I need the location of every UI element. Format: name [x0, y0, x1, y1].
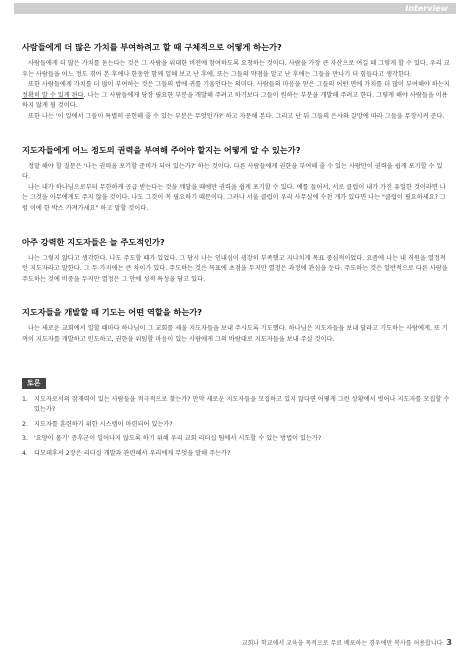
list-item: 4. 디모데후서 2장은 리더십 개발과 관련해서 우리에게 무엇을 말해 주는가? — [22, 449, 231, 457]
page-number: 3 — [446, 638, 452, 647]
question-heading: 아주 강력한 지도자들은 늘 주도적인가? — [22, 236, 165, 247]
answer-paragraph: 또한 사람들에게 가치를 더 많이 부여하는 것은 그들의 밥에 귀를 기울인다는 의미다. 사람들의 마음을 얻은 그들의 어떤 면에 가치를 더 많이 부여해야 하는지 정확히 알 수 있게 된다. 나는 그 사람들에게 당장 필요한 부분을 개발해 주려고 하기보다 그들이 원하는 부분을 개발해 주려고 한다. 그렇게 해야 사람들을 이용하지 않게 될 것이다. — [22, 81, 450, 110]
answer-paragraph: 사람들에게 더 많은 가치를 돋는다는 것은 그 사람을 위대한 비전에 참여하도록 요청하는 것이다. 사람을 가장 큰 자산으로 여길 때 그렇게 할 수 있다. 우리 교우는 사람들을 어느 정도 겪어 본 후에나 한동안 함께 일해 보고 난 후에, 또는 그들의 약점을 알고 난 후에는 그들을 만나기 더 힘들다고 생각한다. — [22, 60, 450, 78]
header-bar — [14, 3, 456, 14]
qa-section-2 — [22, 145, 450, 215]
question-heading: 지도자들을 개발할 때 기도는 어떤 역할을 하는가? — [22, 307, 203, 318]
discussion-label: 토론 — [22, 378, 46, 389]
list-item: 3. '요양이 물기' 증후군이 일어나지 않도록 하기 위해 우리 교회 리더십 팀에서 시도할 수 있는 방법이 있는가? — [22, 435, 322, 443]
answer-paragraph: 나는 그렇지 않다고 생각한다. 나도 주도할 때가 있었다. 그 당시 나는 인내심이 굉장히 부족했고 지나치게 목표 중심적이었다. 요즘에 나는 내 직원을 열정적인 지도자라고 말한다. 그 두 가지에는 큰 차이가 있다. 주도하는 것은 목표에 초점을 두지만 열정은 과정에 관심을 둔다. 주도하는 것은 일반적으로 다른 사람을 주도하는 것에 비중을 두지만 열정은 그 안에 성적 특성을 담고 있다. — [22, 254, 448, 283]
section-label: Interview — [405, 4, 448, 13]
discussion-list — [22, 395, 450, 460]
list-item: 2. 지도자를 훈련하기 위한 시스템이 마련되어 있는가? — [22, 420, 173, 428]
footer-notice: 교회나 학교에서 교육을 목적으로 무료 배포하는 경우에만 복사를 허용합니다 — [241, 640, 443, 647]
question-heading: 지도자들에게 어느 정도의 권력을 부여해 주어야 할지는 어떻게 알 수 있는가? — [22, 144, 301, 155]
qa-section-1 — [22, 42, 450, 123]
list-item: 1. 지도자로서의 잠재력이 있는 사람들을 적극적으로 찾는가? 만약 새로운 지도자들을 모집하고 있지 않다면 어떻게 그런 상황에서 벗어나 지도자를 모집할 수 있는가? — [22, 395, 450, 414]
discussion-box — [22, 370, 450, 460]
question-heading: 사람들에게 더 많은 가치를 부여하려고 할 때 구체적으로 어떻게 하는가? — [22, 42, 282, 52]
article-body — [22, 42, 450, 463]
qa-section-4 — [22, 307, 450, 345]
answer-paragraph: 나는 새로운 교회에서 일할 때마다 하나님이 그 교회를 세울 지도자들을 보내 주시도록 기도했다. 하나님은 지도자들을 보내 달라고 기도하는 사람에게, 또 기꺼이 지도자를 개발하고 인도하고, 권한을 위임할 마음이 있는 사람에게 그의 바람대로 지도자들을 보내 주실 것이다. — [22, 325, 448, 343]
answer-paragraph: 정말 해야 할 질문은 '나는 권력을 포기할 준비가 되어 있는가?' 하는 것이다. 다른 사람들에게 권한을 부여해 줄 수 있는 사람만이 권력을 쉽게 포기할 수 있다. — [22, 162, 443, 181]
answer-paragraph: 또한 나는 '이 일에서 그들이 특별히 공헌해 줄 수 있는 부분은 무엇인가?' 하고 자문해 본다. 그리고 난 뒤 그들의 은사와 갈망에 따라 그들을 무장시켜 준다. — [28, 112, 445, 120]
answer-paragraph: 나는 내가 하나님으로부터 무한하게 공급 받는다는 것을 깨달을 때에만 권력을 쉽게 포기할 수 있다. 예를 들어서, 서로 클럽이 내가 가진 유일한 것이라면 나는 그것을 아무에게도 주지 않을 것이다. 나도 그것이 꼭 필요하기 때문이다. 그러나 서울 클럽이 우리 사무실에 수천 개가 있다면 나는 "클럽이 필요하세요? 그럼 이에 한 박스 가져가세요" 하고 말할 것이다. — [22, 183, 446, 212]
qa-section-3 — [22, 237, 450, 286]
page-footer — [242, 638, 452, 647]
